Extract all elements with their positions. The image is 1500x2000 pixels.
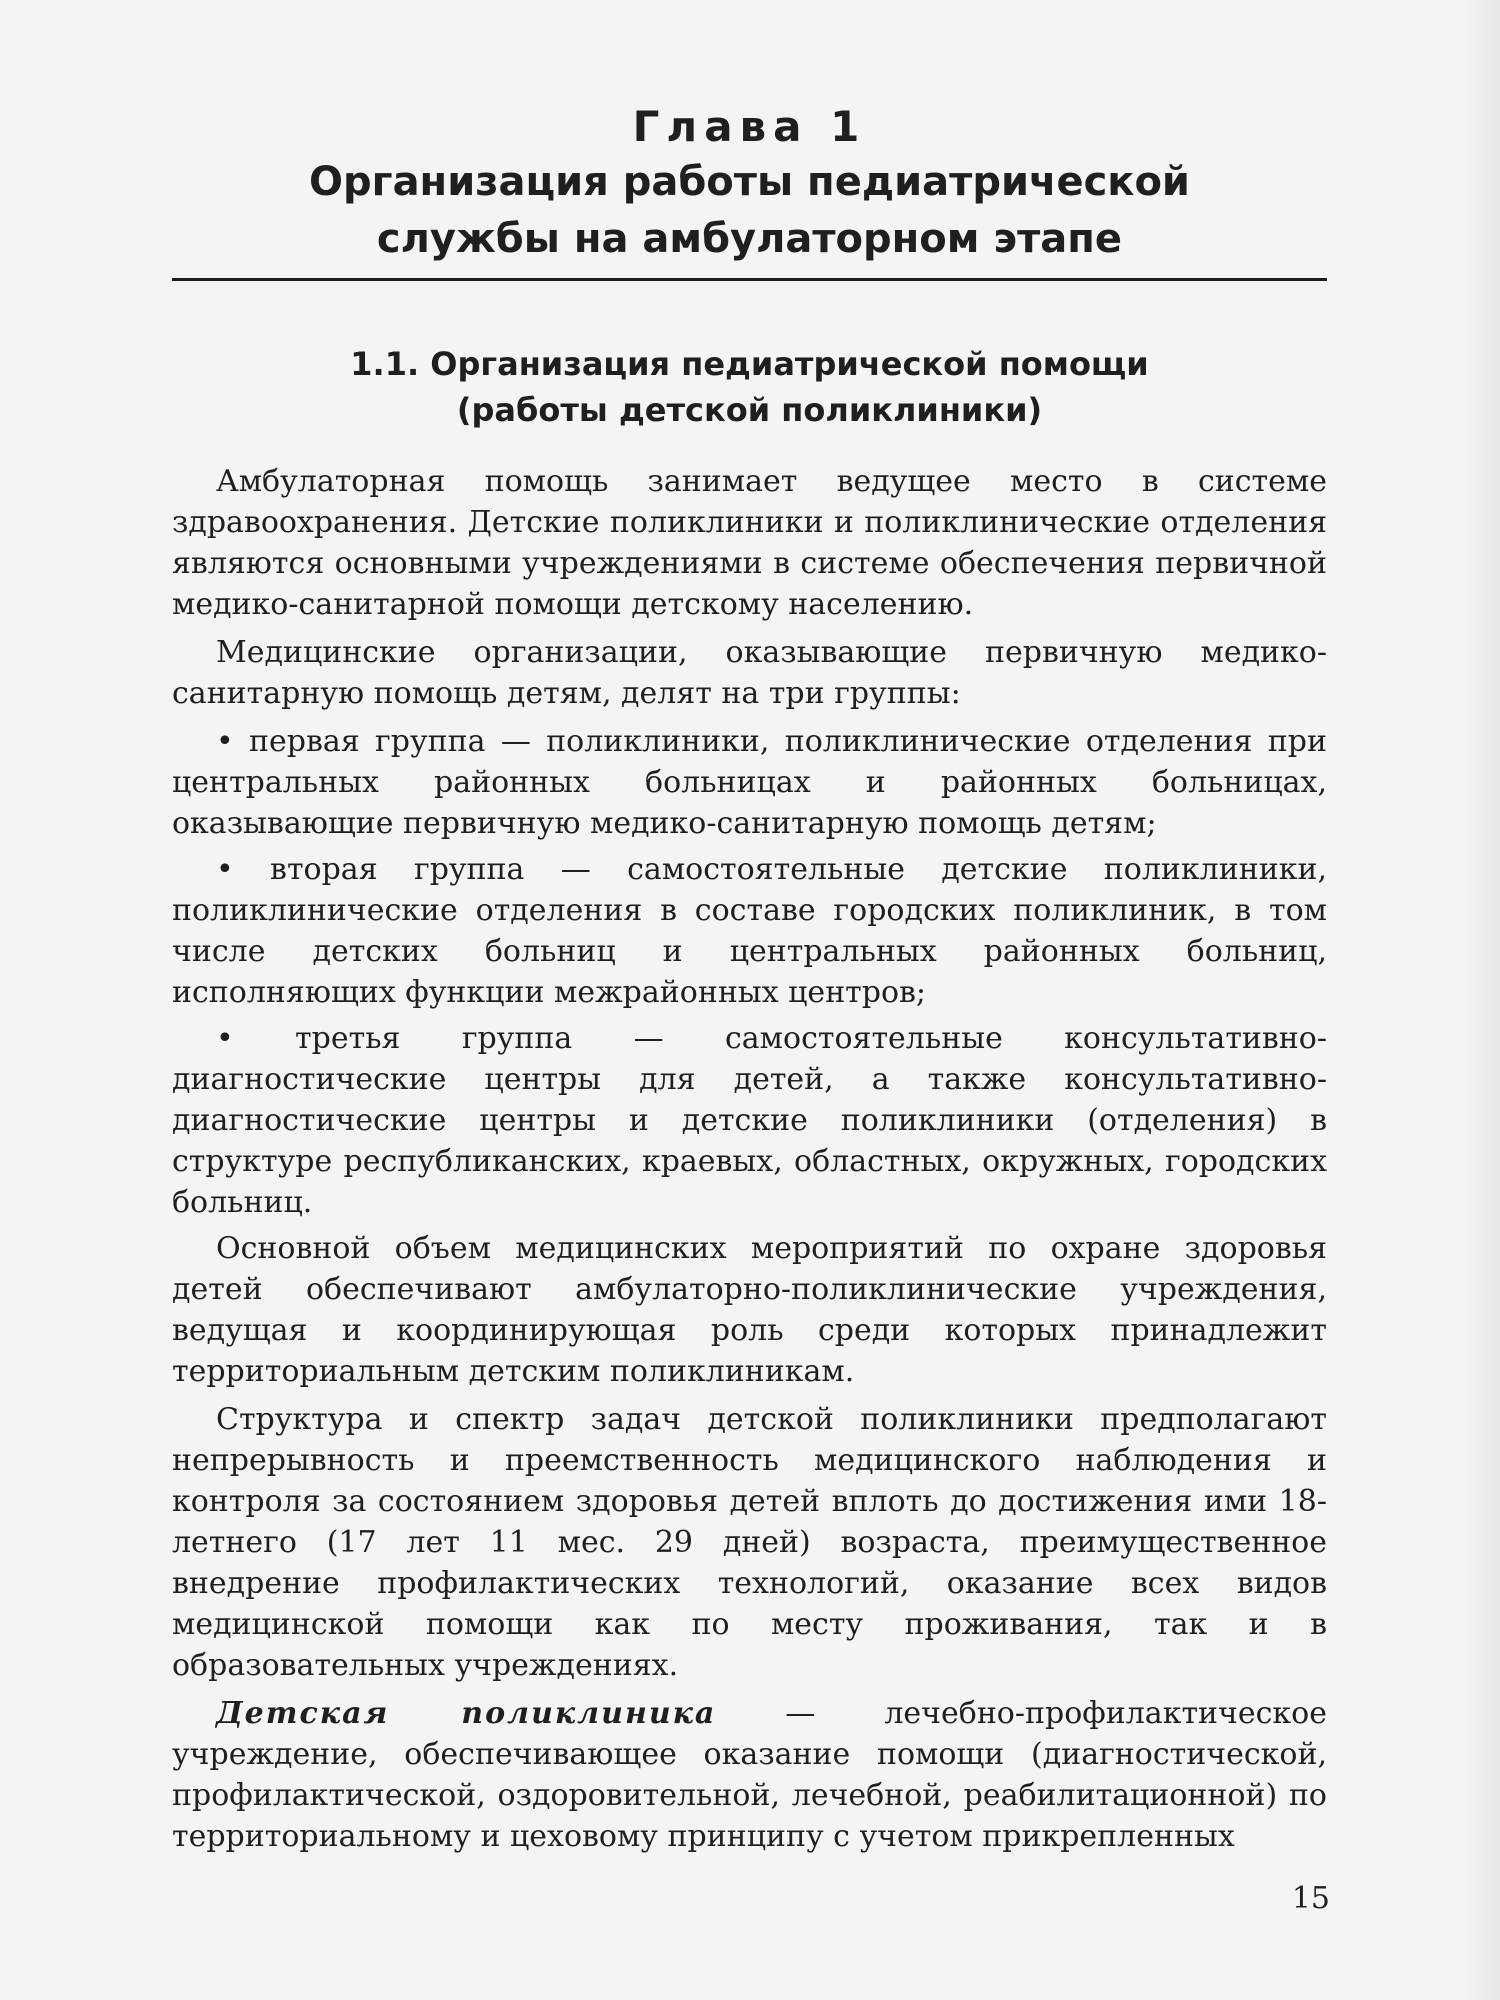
term-definition: Детская поликлиника (216, 1696, 717, 1731)
section-title-line-1: 1.1. Организация педиатрической помощи (350, 345, 1149, 383)
bullet-item-1: • первая группа — поликлиники, поликлинические отделения при центральных районных больницах и районных больницах, оказывающие первичную медико-санитарную помощь детям; (172, 724, 1327, 841)
page-content (172, 100, 1327, 1864)
chapter-title-line-1: Организация работы педиатрической (309, 159, 1190, 205)
chapter-title-line-2: службы на амбулаторном этапе (376, 216, 1123, 262)
bullet-item-2: • вторая группа — самостоятельные детские поликлиники, поликлинические отделения в составе городских поликлиник, в том числе детских больниц и центральных районных больниц, исполняющих функции межрайонных центров; (172, 852, 1327, 1010)
bullet-item-3: • третья группа — самостоятельные консультативно-диагностические центры для детей, а также консультативно-диагностические центры и детские поликлиники (отделения) в структуре республиканских, краевых, областных, окружных, городских больниц. (172, 1021, 1327, 1220)
chapter-title-rule (172, 278, 1327, 281)
paragraph-1: Амбулаторная помощь занимает ведущее место в системе здравоохранения. Детские поликлиники и поликлинические отделения являются основными учреждениями в системе обеспечения первичной медико-санитарной помощи детскому населению. (172, 464, 1327, 622)
scan-shadow (1460, 0, 1500, 2000)
section-title (172, 341, 1327, 433)
paragraph-5 (172, 1693, 1327, 1857)
page-number: 15 (1291, 1881, 1330, 1916)
chapter-label: Глава 1 (632, 102, 867, 151)
paragraph-2: Медицинские организации, оказывающие первичную медико-санитарную помощь детям, делят на три группы: (172, 635, 1327, 711)
paragraph-3: Основной объем медицинских мероприятий по охране здоровья детей обеспечивают амбулаторно-поликлинические учреждения, ведущая и координирующая роль среди которых принадлежит территориальным детским поликлиникам. (172, 1231, 1327, 1389)
paragraph-4: Структура и спектр задач детской поликлиники предполагают непрерывность и преемственность медицинского наблюдения и контроля за состоянием здоровья детей вплоть до достижения ими 18-летнего (17 лет 11 мес. 29 дней) возраста, преимущественное внедрение профилактических технологий, оказание всех видов медицинской помощи как по месту проживания, так и в образовательных учреждениях. (172, 1402, 1327, 1683)
paragraph-5-text: — лечебно-профилактическое учреждение, обеспечивающее оказание помощи (диагностической, профилактической, оздоровительной, лечебной, реабилитационной) по территориальному и цеховому принципу с учетом прикрепленных (172, 1696, 1327, 1854)
chapter-title (172, 154, 1327, 268)
section-title-line-2: (работы детской поликлиники) (456, 391, 1043, 429)
